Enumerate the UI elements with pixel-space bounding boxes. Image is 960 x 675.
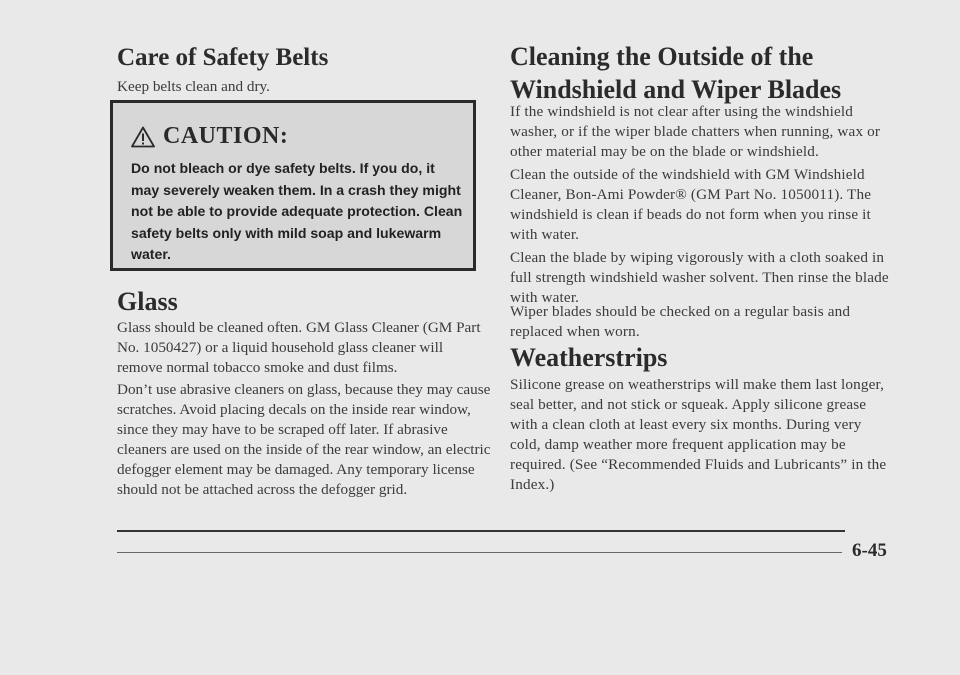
windshield-paragraph-1: If the windshield is not clear after using the windshield washer, or if the wiper blade chatters when running, wax or other material may be on the blade or windshield.	[510, 103, 881, 160]
footer-rule-top	[117, 530, 845, 532]
footer-rule-bottom	[117, 552, 842, 553]
glass-paragraph-2: Don’t use abrasive cleaners on glass, because they may cause scratches. Avoid placing decals on the inside rear window, since they may have to be scraped off later. If abrasive cleaners are used on the inside of the rear window, an electric defogger element may be damaged. Any temporary license should not be attached across the defogger grid.	[117, 381, 491, 498]
weatherstrips-heading: Weatherstrips	[510, 343, 668, 372]
warning-triangle-icon	[131, 126, 155, 148]
page-number: 6-45	[852, 540, 887, 561]
care-of-safety-belts-text: Keep belts clean and dry.	[117, 78, 270, 95]
glass-heading: Glass	[117, 287, 178, 316]
caution-box	[110, 100, 476, 271]
caution-header	[131, 123, 288, 150]
windshield-paragraph-4: Wiper blades should be checked on a regular basis and replaced when worn.	[510, 303, 851, 340]
care-of-safety-belts-heading: Care of Safety Belts	[117, 44, 329, 71]
weatherstrips-paragraph: Silicone grease on weatherstrips will make them last longer, seal better, and not stick or squeak. Apply silicone grease with a clean cloth at least every six months. During very cold, damp weather more frequent application may be required. (See “Recommended Fluids and Lubricants” in the Index.)	[510, 376, 887, 493]
caution-text: Do not bleach or dye safety belts. If you do, it may severely weaken them. In a crash they might not be able to provide adequate protection. Clean safety belts only with mild soap and lukewarm water.	[131, 160, 463, 262]
caution-title: CAUTION:	[163, 123, 289, 149]
windshield-paragraph-3: Clean the blade by wiping vigorously with a cloth soaked in full strength windshield washer solvent. Then rinse the blade with water.	[510, 249, 889, 306]
glass-paragraph-1: Glass should be cleaned often. GM Glass Cleaner (GM Part No. 1050427) or a liquid household glass cleaner will remove normal tobacco smoke and dust films.	[117, 319, 481, 376]
windshield-heading: Cleaning the Outside of the Windshield and Wiper Blades	[510, 42, 842, 104]
windshield-paragraph-2: Clean the outside of the windshield with GM Windshield Cleaner, Bon-Ami Powder® (GM Part No. 1050011). The windshield is clean if beads do not form when you rinse it with water.	[510, 166, 872, 243]
